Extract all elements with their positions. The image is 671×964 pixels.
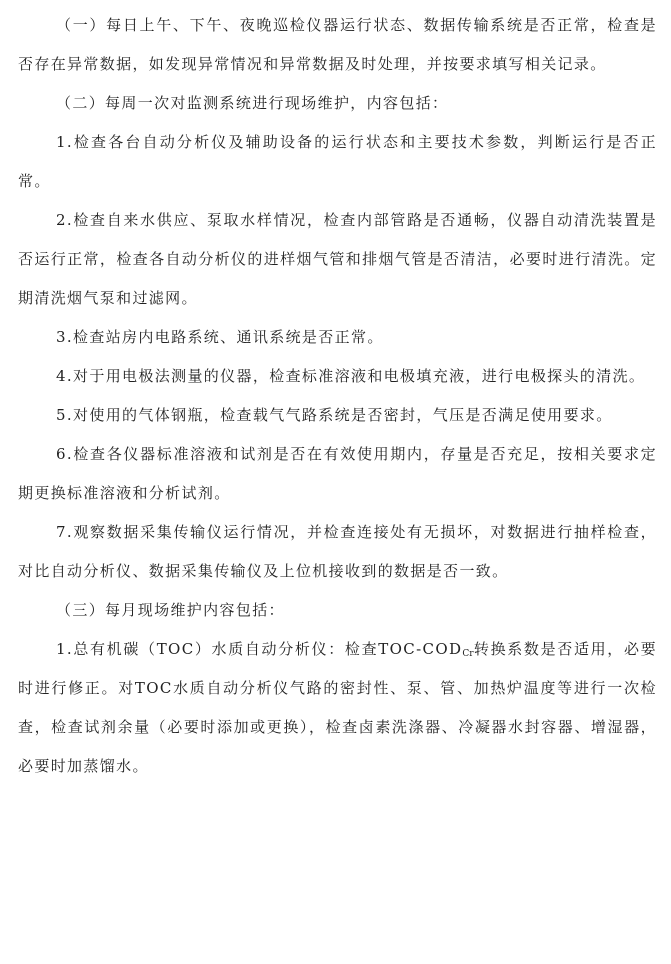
toc-subscript: Cr <box>462 649 474 659</box>
paragraph-item-1: 1.检查各台自动分析仪及辅助设备的运行状态和主要技术参数，判断运行是否正常。 <box>18 133 657 190</box>
paragraph-item-3: 3.检查站房内电路系统、通讯系统是否正常。 <box>56 328 384 346</box>
paragraph-item-6: 6.检查各仪器标准溶液和试剂是否在有效使用期内，存量是否充足，按相关要求定期更换标准溶液和分析试剂。 <box>18 445 657 502</box>
toc-text-before: 1.总有机碳（TOC）水质自动分析仪：检查TOC-COD <box>56 640 463 658</box>
paragraph-monthly-item-1 <box>18 630 657 786</box>
toc-text-after: 转换系数是否适用，必要时进行修正。对TOC水质自动分析仪气路的密封性、泵、管、加热炉温度等进行一次检查，检查试剂余量（必要时添加或更换），检查卤素洗涤器、冷凝器水封容器、增湿器，必要时加蒸馏水。 <box>18 640 657 775</box>
paragraph-item-4: 4.对于用电极法测量的仪器，检查标准溶液和电极填充液，进行电极探头的清洗。 <box>56 367 646 385</box>
paragraph-weekly-heading: （二）每周一次对监测系统进行现场维护，内容包括： <box>56 94 449 112</box>
paragraph-daily-inspection: （一）每日上午、下午、夜晚巡检仪器运行状态、数据传输系统是否正常，检查是否存在异常数据，如发现异常情况和异常数据及时处理，并按要求填写相关记录。 <box>18 16 657 73</box>
paragraph-item-7: 7.观察数据采集传输仪运行情况，并检查连接处有无损坏，对数据进行抽样检查，对比自动分析仪、数据采集传输仪及上位机接收到的数据是否一致。 <box>18 523 657 580</box>
paragraph-item-2: 2.检查自来水供应、泵取水样情况，检查内部管路是否通畅，仪器自动清洗装置是否运行正常，检查各自动分析仪的进样烟气管和排烟气管是否清洁，必要时进行清洗。定期清洗烟气泵和过滤网。 <box>18 211 657 307</box>
paragraph-monthly-heading: （三）每月现场维护内容包括： <box>56 601 285 619</box>
paragraph-item-5: 5.对使用的气体钢瓶，检查载气气路系统是否密封，气压是否满足使用要求。 <box>56 406 613 424</box>
